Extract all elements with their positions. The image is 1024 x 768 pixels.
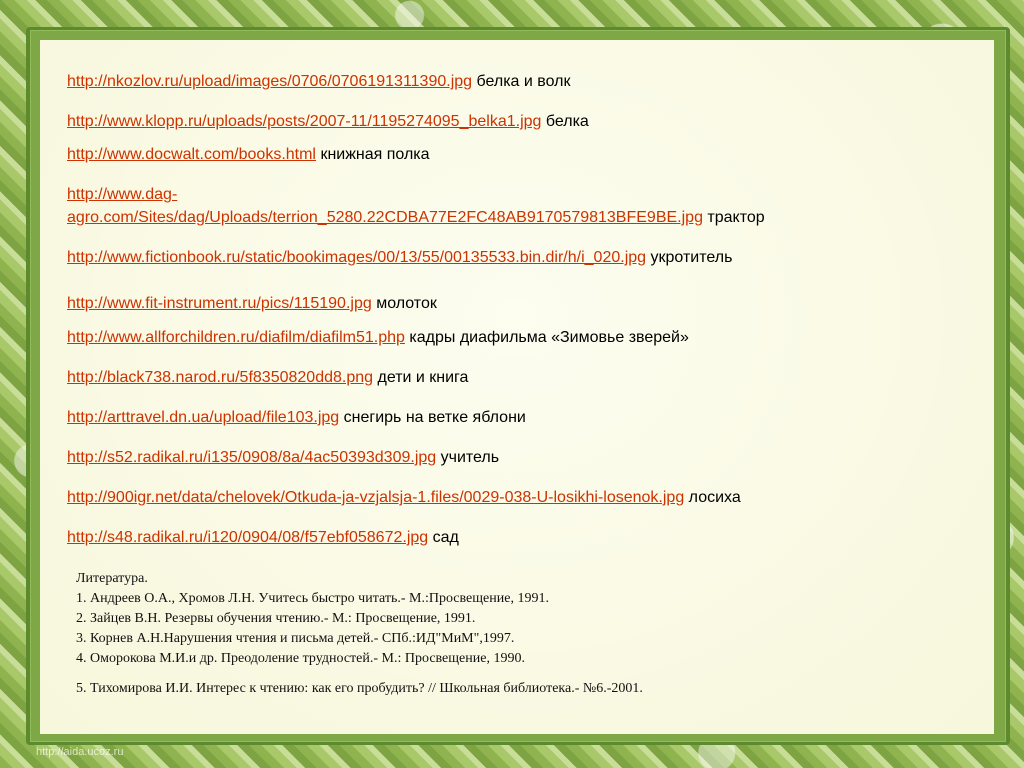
source-description: трактор — [707, 209, 765, 226]
source-description: сад — [432, 529, 459, 546]
source-description: учитель — [440, 449, 500, 466]
source-line-4b — [67, 207, 765, 229]
watermark: http://aida.ucoz.ru — [36, 746, 124, 758]
source-line-12 — [67, 527, 459, 549]
source-line-9 — [67, 407, 526, 429]
source-link[interactable]: agro.com/Sites/dag/Uploads/terrion_5280.22CDBA77E2FC48AB9170579813BFE9BE.jpg — [67, 209, 703, 226]
source-line-6 — [67, 293, 437, 315]
source-link[interactable]: http://www.klopp.ru/uploads/posts/2007-11/1195274095_belka1.jpg — [67, 113, 542, 130]
source-description: книжная полка — [320, 146, 430, 163]
source-description: лосиха — [688, 489, 741, 506]
source-description: дети и книга — [377, 369, 469, 386]
source-link[interactable]: http://s52.radikal.ru/i135/0908/8a/4ac50393d309.jpg — [67, 449, 437, 466]
source-line-7 — [67, 327, 689, 349]
source-line-2 — [67, 111, 589, 133]
literature-item: 5. Тихомирова И.И. Интерес к чтению: как его пробудить? // Школьная библиотека.- №6.-2001. — [76, 681, 643, 696]
source-link[interactable]: http://black738.narod.ru/5f8350820dd8.png — [67, 369, 374, 386]
source-link[interactable]: http://nkozlov.ru/upload/images/0706/0706191311390.jpg — [67, 73, 473, 90]
source-line-4a — [67, 184, 177, 206]
source-description: снегирь на ветке яблони — [343, 409, 526, 426]
source-description: укротитель — [650, 249, 733, 266]
source-description: молоток — [376, 295, 437, 312]
source-description: белка — [545, 113, 589, 130]
source-description: белка и волк — [476, 73, 571, 90]
source-line-10 — [67, 447, 499, 469]
source-line-3 — [67, 144, 430, 166]
source-link[interactable]: http://900igr.net/data/chelovek/Otkuda-ja-vzjalsja-1.files/0029-038-U-losikhi-losenok.jpg — [67, 489, 685, 506]
source-line-11 — [67, 487, 741, 509]
literature-item: 1. Андреев О.А., Хромов Л.Н. Учитесь быстро читать.- М.:Просвещение, 1991. — [76, 591, 549, 606]
literature-heading: Литература. — [76, 571, 148, 586]
source-line-8 — [67, 367, 468, 389]
source-link[interactable]: http://www.fictionbook.ru/static/bookimages/00/13/55/00135533.bin.dir/h/i_020.jpg — [67, 249, 647, 266]
literature-item: 2. Зайцев В.Н. Резервы обучения чтению.- М.: Просвещение, 1991. — [76, 611, 476, 626]
source-link[interactable]: http://www.fit-instrument.ru/pics/115190.jpg — [67, 295, 372, 312]
source-link[interactable]: http://www.docwalt.com/books.html — [67, 146, 316, 163]
source-description: кадры диафильма «Зимовье зверей» — [409, 329, 689, 346]
literature-item: 3. Корнев А.Н.Нарушения чтения и письма детей.- СПб.:ИД"МиМ",1997. — [76, 631, 515, 646]
source-link[interactable]: http://www.dag- — [67, 186, 178, 203]
literature-item: 4. Оморокова М.И.и др. Преодоление трудностей.- М.: Просвещение, 1990. — [76, 651, 525, 666]
source-link[interactable]: http://arttravel.dn.ua/upload/file103.jpg — [67, 409, 340, 426]
source-line-5 — [67, 247, 732, 269]
source-line-1 — [67, 71, 570, 93]
source-link[interactable]: http://s48.radikal.ru/i120/0904/08/f57ebf058672.jpg — [67, 529, 429, 546]
source-link[interactable]: http://www.allforchildren.ru/diafilm/diafilm51.php — [67, 329, 405, 346]
